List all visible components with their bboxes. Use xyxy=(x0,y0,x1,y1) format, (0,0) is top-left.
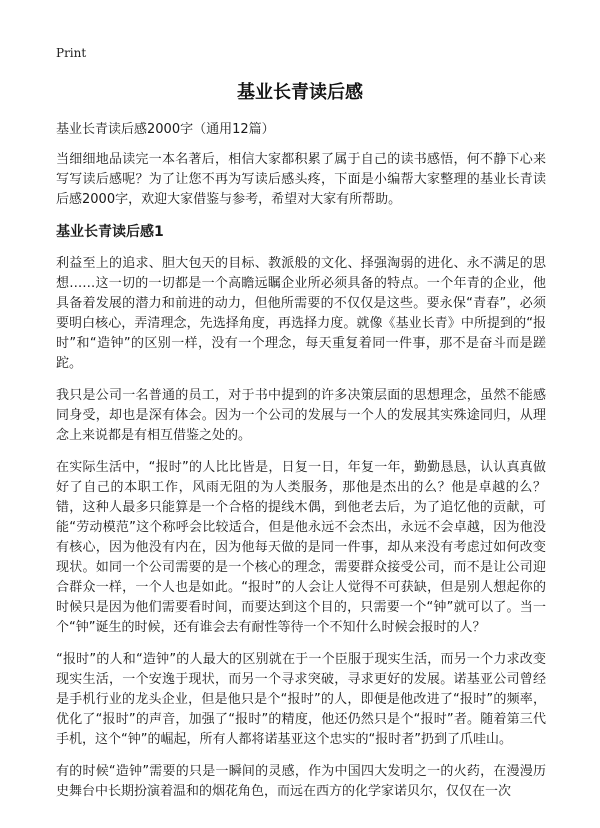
body-paragraph-5: 有的时候“造钟”需要的只是一瞬间的灵感，作为中国四大发明之一的火药，在漫漫历史舞台中长期扮演着温和的烟花角色，而远在西方的化学家诺贝尔，仅仅在一次 xyxy=(56,764,546,799)
body-paragraph-4: “报时”的人和“造钟”的人最大的区别就在于一个臣服于现实生活，而另一个力求改变现实生活，一个安逸于现状，而另一个寻求突破，寻求更好的发展。诺基亚公司曾经是手机行业的龙头企业，但是他只是个“报时”的人，即便是他改进了“报时”的频率，优化了“报时”的声音，加强了“报时”的精度，他还仍然只是个“报时”者。随着第三代手机，这个“钟”的崛起，所有人都将诺基亚这个忠实的“报时者”扔到了爪哇山。 xyxy=(56,652,546,747)
article-subtitle: 基业长青读后感2000字（通用12篇） xyxy=(56,122,275,137)
print-link[interactable]: Print xyxy=(56,46,87,60)
intro-paragraph: 当细细地品读完一本名著后，相信大家都积累了属于自己的读书感悟，何不静下心来写写读后感呢？为了让您不再为写读后感头疼，下面是小编帮大家整理的基业长青读后感2000字，欢迎大家借鉴与参考，希望对大家有所帮助。 xyxy=(56,152,546,207)
article-body xyxy=(56,120,546,814)
section-heading: 基业长青读后感1 xyxy=(56,224,164,240)
body-paragraph-1: 利益至上的追求、胆大包天的目标、教派般的文化、择强淘弱的进化、永不满足的思想……这一切的一切都是一个高瞻远瞩企业所必须具备的特点。一个年青的企业，他具备着发展的潜力和前进的动力，但他所需要的不仅仅是这些。要永保“青春”，必须要明白核心，弄清理念，先选择角度，再选择力度。就像《基业长青》中所提到的“报时”和“造钟”的区别一样，没有一个理念，每天重复着同一件事，那不是奋斗而是蹉跎。 xyxy=(56,256,546,371)
page-title: 基业长青读后感 xyxy=(237,82,363,103)
body-paragraph-3: 在实际生活中，“报时”的人比比皆是，日复一日，年复一年，勤勤恳恳，认认真真做好了自己的本职工作，风雨无阻的为人类服务，那他是杰出的么？他是卓越的么？错，这种人最多只能算是一个合格的提线木偶，到他老去后，为了追忆他的贡献，可能“劳动模范”这个称呼会比较适合，但是他永远不会杰出，永远不会卓越，因为他没有核心，因为他没有内在，因为他每天做的是同一件事，却从来没有考虑过如何改变现状。如同一个公司需要的是一个核心的理念，需要群众接受公司，而不是让公司迎合群众一样，一个人也是如此。“报时”的人会让人觉得不可获缺，但是别人想起你的时候只是因为他们需要看时间，而要达到这个目的，只需要一个“钟”就可以了。当一个“钟”诞生的时候，还有谁会去有耐性等待一个不知什么时候会报时的人？ xyxy=(56,460,546,635)
body-paragraph-2: 我只是公司一名普通的员工，对于书中提到的许多决策层面的思想理念，虽然不能感同身受，却也是深有体会。因为一个公司的发展与一个人的发展其实殊途同归，从理念上来说都是有相互借鉴之处的。 xyxy=(56,388,546,443)
